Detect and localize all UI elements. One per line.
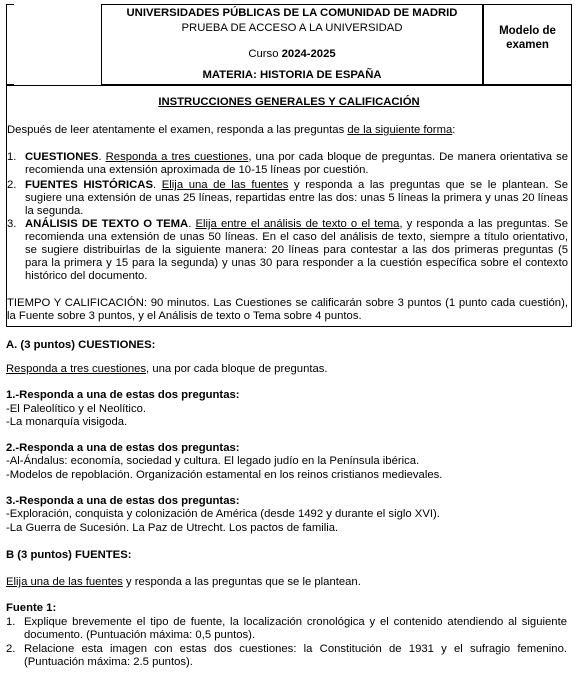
- question-block-1-title: 1.-Responda a una de estas dos preguntas:: [6, 389, 240, 401]
- instr-item-1: [25, 151, 568, 177]
- instructions-box: [6, 85, 572, 327]
- question-block-3-option-2: -La Guerra de Sucesión. La Paz de Utrecht. Los pactos de familia.: [6, 522, 339, 534]
- instr-item-2-sep: .: [153, 179, 162, 191]
- instr-item-3-underlined: Elija entre el análisis de texto o el tema: [195, 218, 400, 230]
- instr-item-3-num: 3.: [7, 218, 17, 230]
- university-name: UNIVERSIDADES PÚBLICAS DE LA COMUNIDAD DE MADRID: [126, 7, 458, 19]
- question-block-1-option-1: -El Paleolítico y el Neolítico.: [6, 403, 147, 415]
- header-left-cell: [6, 4, 14, 85]
- instr-item-3: [25, 218, 568, 283]
- instructions-intro: [7, 124, 455, 137]
- instr-item-2: [25, 179, 568, 218]
- section-a-intro-underlined: Responda a tres cuestiones: [6, 363, 147, 375]
- instr-item-2-text: y responda a las preguntas que se le plantean. Se sugiere una extensión de unas 25 líneas, repartidas entre las dos: unas 5 líneas la primera y unas 20 líneas la segunda.: [25, 179, 568, 217]
- question-block-1-option-2: -La monarquía visigoda.: [6, 416, 128, 428]
- source-question-2-num: 2.: [6, 643, 16, 655]
- source-1-title: Fuente 1:: [6, 602, 57, 614]
- exam-name: PRUEBA DE ACCESO A LA UNIVERSIDAD: [181, 22, 403, 34]
- course-line: [102, 48, 482, 60]
- source-question-1: Explique brevemente el tipo de fuente, la localización cronológica y el contenido atendiendo al siguiente documento. (Puntuación máxima: 0,5 puntos).: [24, 616, 567, 641]
- course-label: Curso: [248, 48, 282, 60]
- source-question-1-num: 1.: [6, 616, 16, 628]
- model-label-line1: Modelo de: [499, 25, 556, 37]
- instr-item-1-underlined: Responda a tres cuestiones: [105, 151, 249, 163]
- section-b-heading: B (3 puntos) FUENTES:: [6, 549, 132, 561]
- instr-item-2-num: 2.: [7, 179, 17, 191]
- question-block-3-option-1: -Exploración, conquista y colonización de América (desde 1492 y durante el siglo XVI).: [6, 508, 440, 520]
- instr-item-3-text: , y responda a las preguntas. Se recomienda una extensión de unas 50 líneas. En el caso del análisis de texto, siempre a título orientativo, se sugiere distribuirlas de la siguiente manera: 20 líneas para contestar a las dos primeras preguntas (5 para la primera y 15 para la segunda) y unas 30 para responder a la cuestión específica sobre el contexto histórico del documento.: [25, 218, 569, 282]
- question-block-2-title: 2.-Responda a una de estas dos preguntas:: [6, 442, 240, 454]
- intro-colon: :: [452, 124, 456, 136]
- instr-item-3-title: ANÁLISIS DE TEXTO O TEMA: [25, 218, 189, 230]
- instr-item-1-sep: .: [98, 151, 106, 163]
- question-block-2-option-1: -Al-Ándalus: economía, sociedad y cultura. El legado judío en la Península ibérica.: [6, 455, 420, 467]
- section-a-intro-text: , una por cada bloque de preguntas.: [146, 363, 328, 375]
- instructions-title: INSTRUCCIONES GENERALES Y CALIFICACIÓN: [158, 96, 420, 108]
- question-block-3-title: 3.-Responda a una de estas dos preguntas:: [6, 495, 240, 507]
- instr-item-3-sep: .: [188, 218, 196, 230]
- model-label-line2: examen: [506, 39, 549, 51]
- question-block-2-option-2: -Modelos de repoblación. Organización estamental en los reinos cristianos medievales.: [6, 469, 443, 481]
- course-year: 2024-2025: [281, 48, 336, 60]
- intro-underlined: de la siguiente forma: [347, 124, 453, 136]
- instr-item-1-title: CUESTIONES: [25, 151, 99, 163]
- timing-and-grading: TIEMPO Y CALIFICACIÓN: 90 minutos. Las Cuestiones se calificarán sobre 3 puntos (1 punto cada cuestión), la Fuente sobre 3 puntos, y el Análisis de texto o Tema sobre 4 puntos.: [7, 297, 568, 322]
- instr-item-1-num: 1.: [7, 151, 17, 163]
- model-badge: [483, 4, 572, 85]
- intro-text: Después de leer atentamente el examen, responda a las preguntas: [7, 124, 348, 136]
- instr-item-2-title: FUENTES HISTÓRICAS: [25, 179, 153, 191]
- subject-title: MATERIA: HISTORIA DE ESPAÑA: [202, 69, 382, 81]
- instr-item-1-text: , una por cada bloque de preguntas. De manera orientativa se recomienda una extensión aproximada de 10-15 líneas por cuestión.: [25, 151, 568, 176]
- section-a-intro: [6, 363, 328, 376]
- exam-header: [101, 4, 483, 85]
- section-b-intro-underlined: Elija una de las fuentes: [6, 576, 123, 588]
- section-b-intro-text: y responda a las preguntas que se le plantean.: [122, 576, 361, 588]
- instr-item-2-underlined: Elija una de las fuentes: [161, 179, 289, 191]
- section-a-heading: A. (3 puntos) CUESTIONES:: [6, 339, 156, 351]
- source-question-2: Relacione esta imagen con estas dos cuestiones: la Constitución de 1931 y el sufragio femenino. (Puntuación máxima: 2.5 puntos).: [24, 643, 567, 668]
- section-b-intro: [6, 576, 361, 589]
